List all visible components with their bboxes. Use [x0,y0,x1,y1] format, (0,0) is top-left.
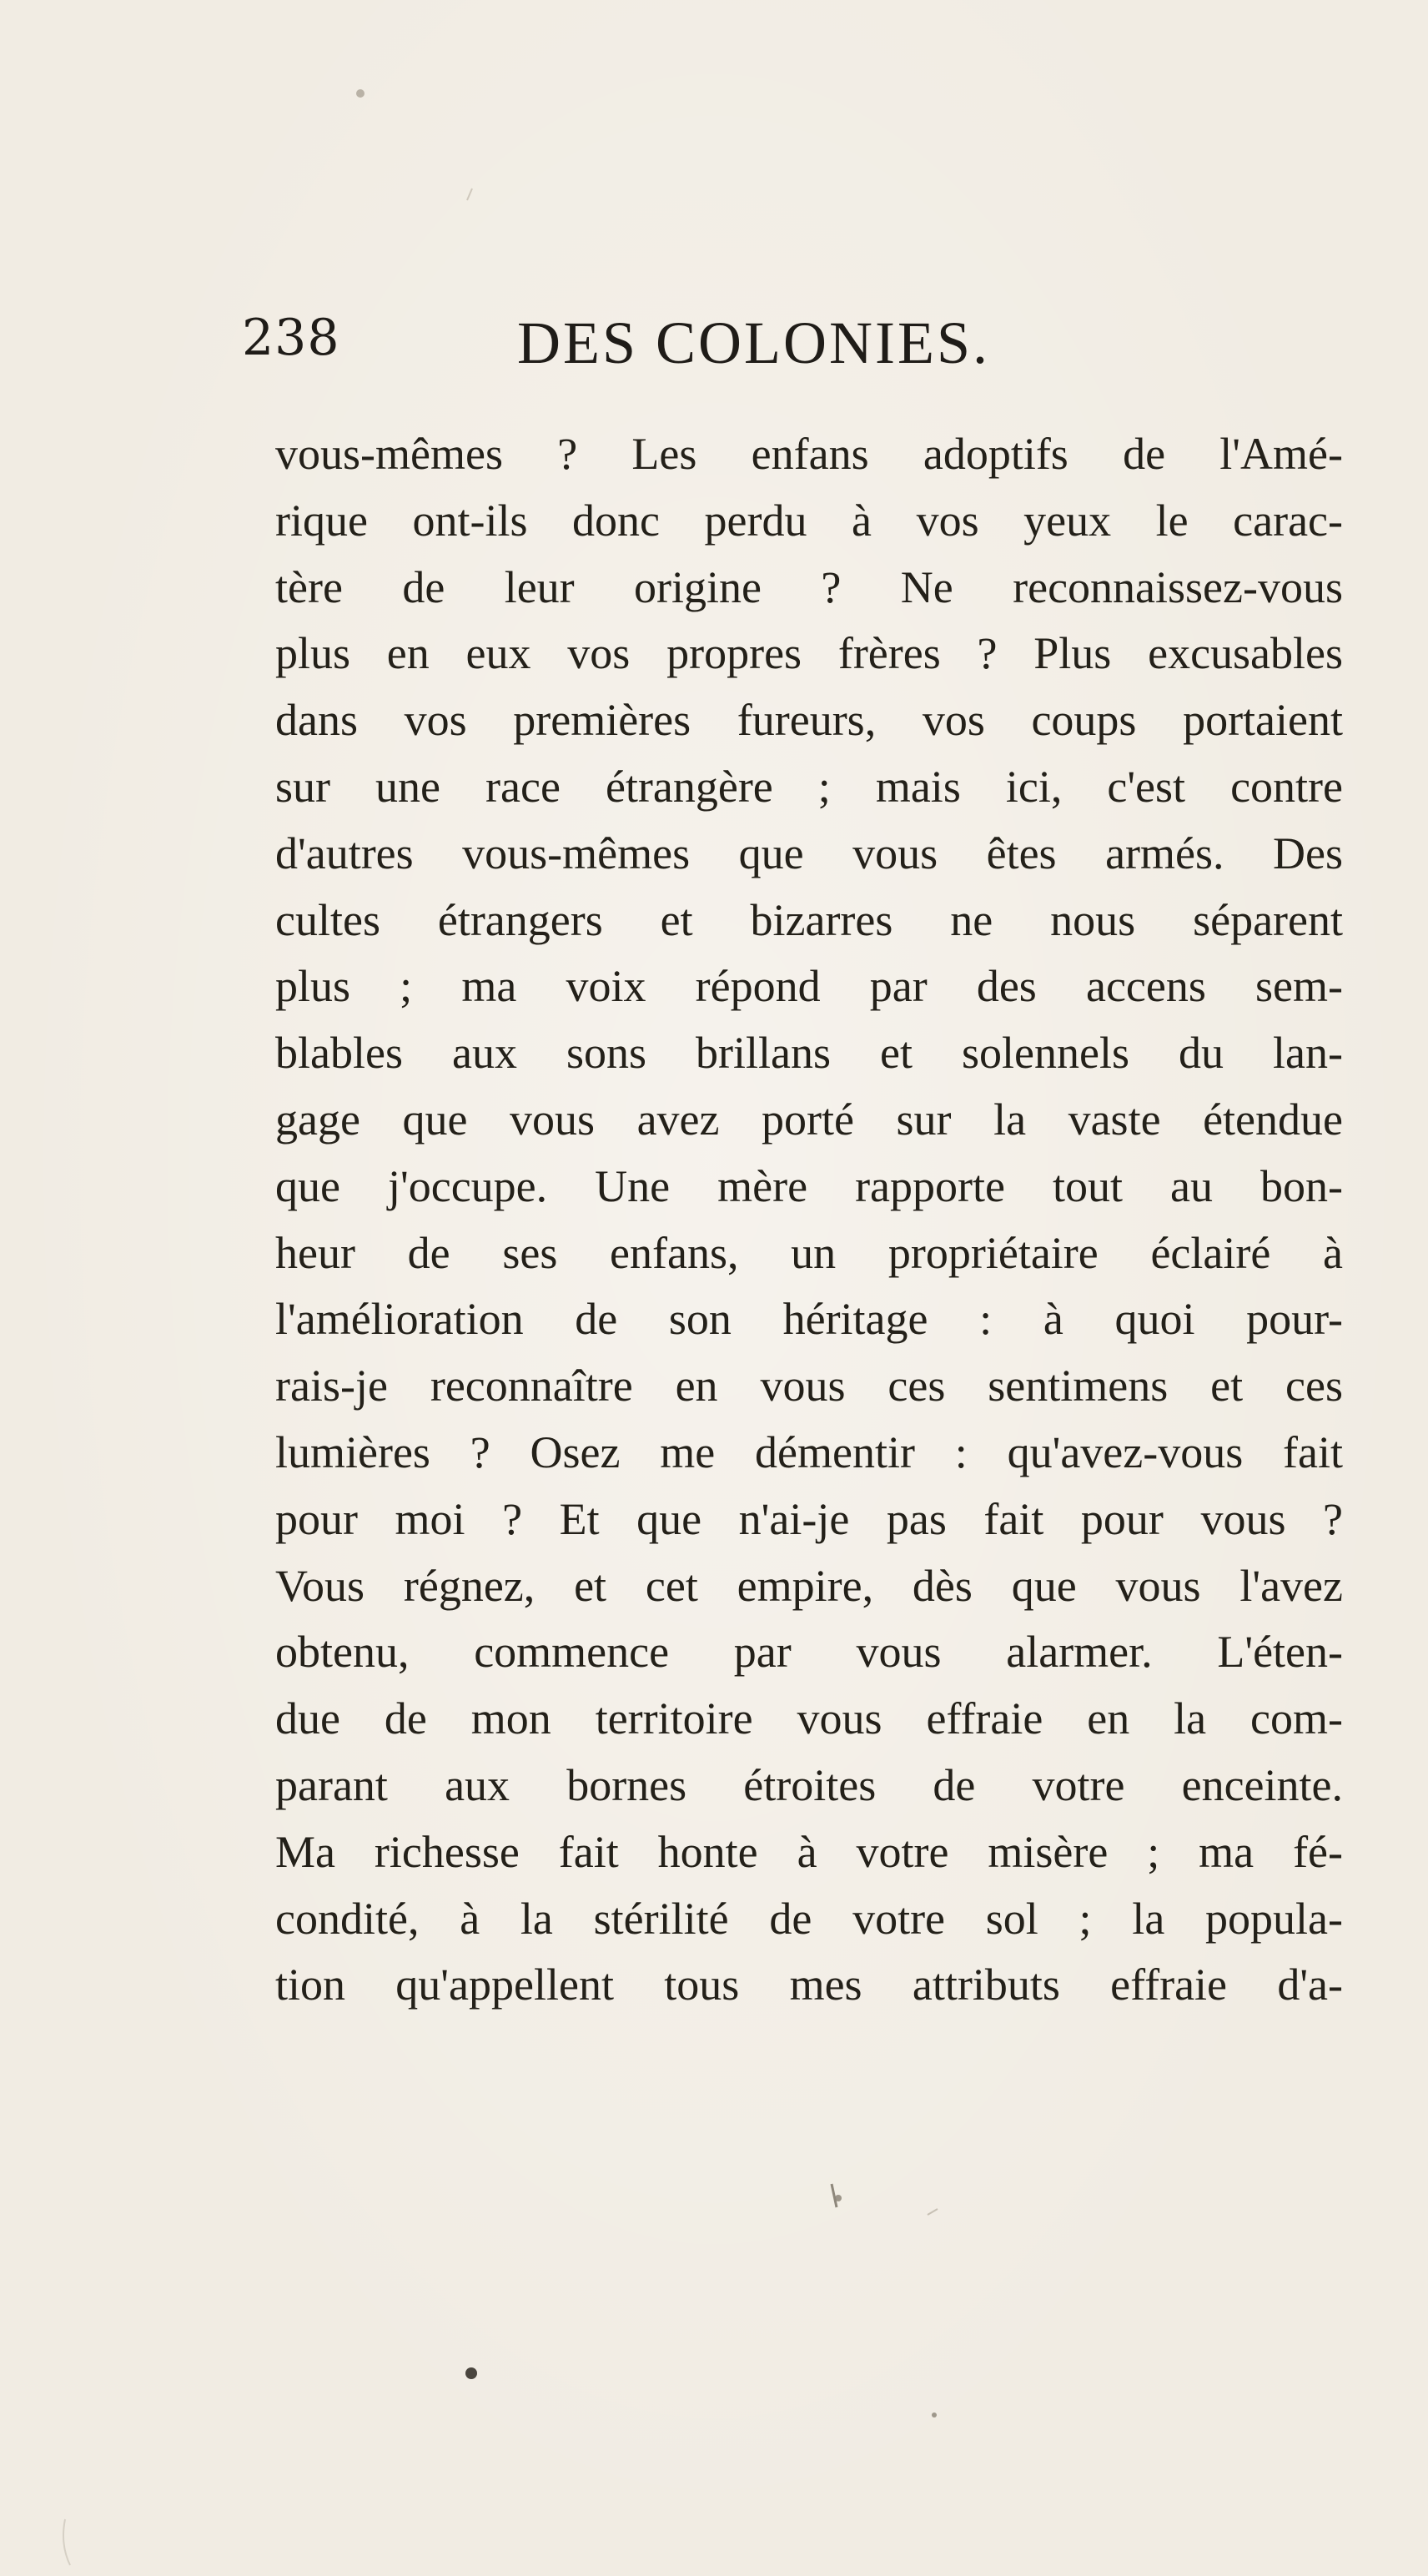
body-text [275,421,1343,2019]
text-line: que j'occupe. Une mère rapporte tout au bon- [275,1160,1343,1211]
text-line: gage que vous avez porté sur la vaste étendue [275,1094,1343,1145]
paper-speck [465,2367,477,2379]
paper-speck [63,2519,70,2565]
paper-speck [467,189,472,200]
paper-speck [356,89,365,98]
text-line: plus ; ma voix répond par des accens sem- [275,961,1343,1012]
paper-speck [932,2412,937,2418]
page-header [0,309,1428,384]
text-line: dans vos premières fureurs, vos coups portaient [275,695,1343,746]
paper-speck [835,2195,842,2201]
text-line: l'amélioration de son héritage : à quoi pour- [275,1294,1343,1345]
text-line: cultes étrangers et bizarres ne nous séparent [275,894,1343,945]
paper-speck [928,2209,938,2215]
text-line: blables aux sons brillans et solennels du lan- [275,1028,1343,1079]
text-line: vous-mêmes ? Les enfans adoptifs de l'Amé- [275,429,1343,479]
text-line: rique ont-ils donc perdu à vos yeux le carac- [275,495,1343,546]
text-line: pour moi ? Et que n'ai-je pas fait pour vous ? [275,1493,1343,1544]
text-line: parant aux bornes étroites de votre enceinte. [275,1759,1343,1810]
text-line: heur de ses enfans, un propriétaire éclairé à [275,1227,1343,1278]
text-line: plus en eux vos propres frères ? Plus excusables [275,628,1343,679]
text-line: rais-je reconnaître en vous ces sentimens et ces [275,1361,1343,1411]
text-line: sur une race étrangère ; mais ici, c'est contre [275,761,1343,812]
text-line: d'autres vous-mêmes que vous êtes armés. Des [275,828,1343,878]
text-line: Vous régnez, et cet empire, dès que vous l'avez [275,1560,1343,1611]
text-line: tion qu'appellent tous mes attributs effraie d'a- [275,1960,1343,2010]
page-number: 238 [242,309,340,367]
text-line: obtenu, commence par vous alarmer. L'éten- [275,1627,1343,1678]
running-title: DES COLONIES. [517,309,991,376]
text-line: lumières ? Osez me démentir : qu'avez-vous fait [275,1426,1343,1477]
text-line: tère de leur origine ? Ne reconnaissez-vous [275,561,1343,612]
text-line: condité, à la stérilité de votre sol ; la popula- [275,1893,1343,1944]
paper-speck [832,2184,837,2207]
text-line: Ma richesse fait honte à votre misère ; ma fé- [275,1826,1343,1877]
text-line: due de mon territoire vous effraie en la com- [275,1693,1343,1744]
